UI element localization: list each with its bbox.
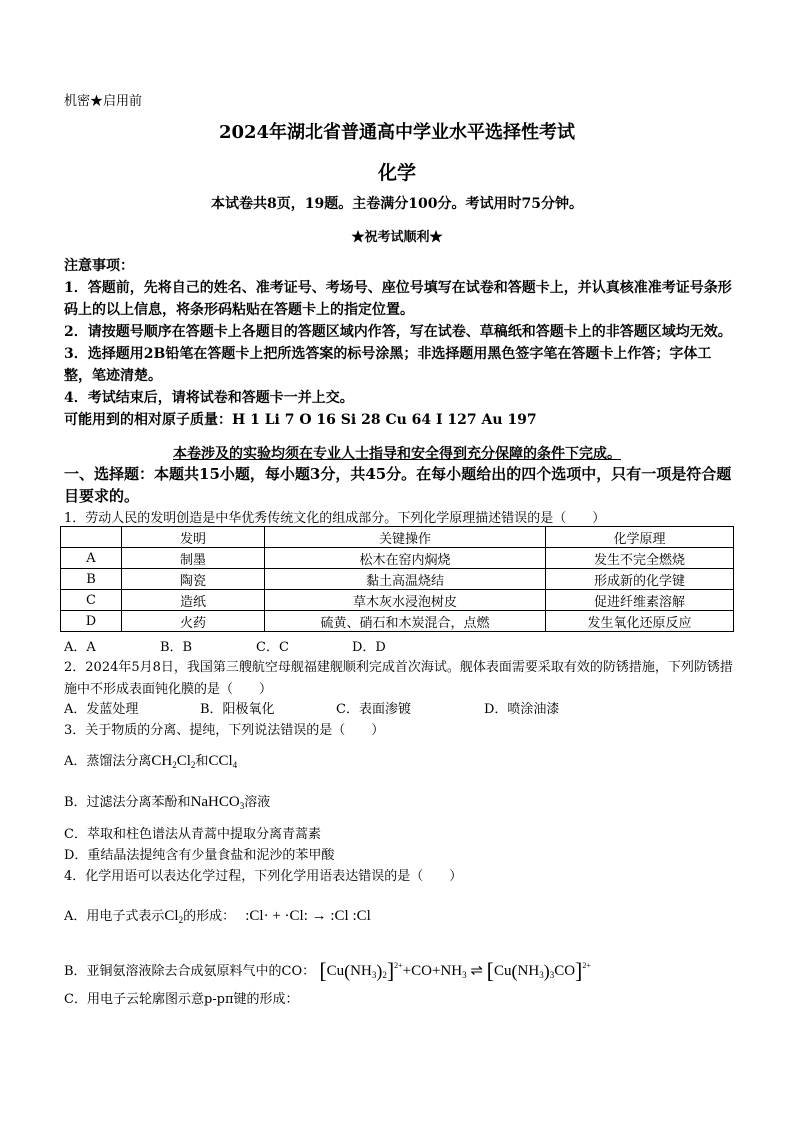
table-header-row [61,527,734,548]
table-header-cell: 发明 [122,527,265,548]
notes-block [64,255,734,431]
section-1-heading: 一、选择题：本题共15小题，每小题3分，共45分。在每小题给出的四个选项中，只有一项是符合题目要求的。 [64,465,732,505]
table-cell: B [61,569,122,590]
table-cell: 促进纤维素溶解 [546,590,734,611]
note-item-1: 1．答题前，先将自己的姓名、准考证号、考场号、座位号填写在试卷和答题卡上，并认真核准准考证号条形码上的以上信息，将条形码粘贴在答题卡上的指定位置。 [64,280,732,318]
q3-option-b: B．过滤法分离苯酚和NaHCO$_3$溶液 [64,794,271,811]
q1-table [60,526,734,632]
table-cell: A [61,548,122,569]
table-cell: 造纸 [122,590,265,611]
q1-option-d: D．D [352,640,386,655]
q2-option-b: B．阳极氧化 [200,702,275,717]
table-header-cell: 化学原理 [546,527,734,548]
table-cell: 发生氧化还原反应 [546,611,734,632]
q3-option-d: D．重结晶法提纯含有少量食盐和泥沙的苯甲酸 [64,848,335,863]
q1-stem: 1．劳动人民的发明创造是中华优秀传统文化的组成部分。下列化学原理描述错误的是（ ） [64,511,606,526]
table-header-cell [61,527,122,548]
q3-option-a: A．蒸馏法分离$CH_2Cl_2$和CCl$_4$ [64,753,238,770]
table-cell: C [61,590,122,611]
table-row [61,548,734,569]
table-cell: D [61,611,122,632]
safety-notice: 本卷涉及的实验均须在专业人士指导和安全得到充分保障的条件下完成。 [173,446,621,462]
q3-b-formula: NaHCO$_3$ [190,794,245,811]
table-cell: 陶瓷 [122,569,265,590]
exam-info: 本试卷共8页，19题。主卷满分100分。考试用时75分钟。 [211,196,583,212]
equilibrium-arrow: ⇌ [470,963,483,979]
table-cell: 黏土高温烧结 [265,569,546,590]
table-cell: 制墨 [122,548,265,569]
q3-a-formula-2: CCl$_4$ [208,753,238,770]
table-header-cell: 关键操作 [265,527,546,548]
atomic-masses: 可能用到的相对原子质量：H 1 Li 7 O 16 Si 28 Cu 64 I 127 Au 197 [64,412,537,428]
q2-option-a: A．发蓝处理 [64,702,139,717]
table-cell: 发生不完全燃烧 [546,548,734,569]
q2-option-d: D．喷涂油漆 [484,702,560,717]
q3-a-formula-1: $CH_2Cl_2$ [151,753,196,770]
notes-heading: 注意事项： [64,258,134,274]
table-cell: 火药 [122,611,265,632]
exam-title: 2024年湖北省普通高中学业水平选择性考试 [218,122,576,143]
table-row [61,590,734,611]
note-item-3: 3．选择题用2B铅笔在答题卡上把所选答案的标号涂黑；非选择题用黑色签字笔在答题卡上作答；字体工整，笔迹清楚。 [64,346,712,384]
subject-title: 化学 [377,162,416,184]
table-cell: 草木灰水浸泡树皮 [265,590,546,611]
q4-option-b: B．亚铜氨溶液除去合成氨原料气中的CO： $[Cu(NH_3)_2]^{2+}+CO+NH_3$ ⇌ $[Cu(NH_3)_3CO]^{2+}$ [64,958,591,983]
q3-a-text: A．蒸馏法分离 [64,754,152,769]
q3-option-c: C．萃取和柱色谱法从青蒿中提取分离青蒿素 [64,827,321,842]
q4-option-a: A．用电子式表示$Cl_2$的形成： :Cl· + ·Cl: → :Cl :Cl [64,908,371,925]
electron-dot-equation: :Cl· + ·Cl: → :Cl :Cl [245,908,371,924]
q1-option-b: B．B [160,640,193,655]
table-row [61,569,734,590]
q1-option-c: C．C [256,640,289,655]
q3-stem: 3．关于物质的分离、提纯，下列说法错误的是（ ） [64,723,385,738]
table-row [61,611,734,632]
q1-option-a: A．A [64,640,96,655]
table-cell: 形成新的化学键 [546,569,734,590]
q2-stem: 2．2024年5月8日，我国第三艘航空母舰福建舰顺利完成首次海试。舰体表面需要采取有效的防锈措施，下列防锈措施中不形成表面钝化膜的是（ ） [64,660,733,697]
note-item-4: 4．考试结束后，请将试卷和答题卡一并上交。 [64,390,354,406]
confidential-mark: 机密★启用前 [64,94,143,109]
good-luck-line: ★祝考试顺利★ [351,230,443,245]
table-cell: 松木在窑内焖烧 [265,548,546,569]
q4-stem: 4．化学用语可以表达化学过程，下列化学用语表达错误的是（ ） [64,869,463,884]
q4-option-c: C．用电子云轮廓图示意p-pπ键的形成： [64,992,299,1007]
complex-equation: $[Cu(NH_3)_2]^{2+}+CO+NH_3$ ⇌ $[Cu(NH_3)_3CO]^{2+}$ [319,958,591,983]
table-cell: 硫黄、硝石和木炭混合，点燃 [265,611,546,632]
note-item-2: 2．请按题号顺序在答题卡上各题目的答题区域内作答，写在试卷、草稿纸和答题卡上的非答题区域均无效。 [64,324,732,340]
q2-option-c: C．表面渗镀 [336,702,411,717]
